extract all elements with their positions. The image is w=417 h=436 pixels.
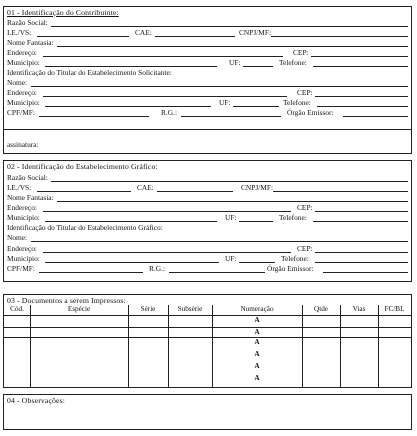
subtitle-titular-grafico: Identificação do Titular do Estabelecimento Gráfico: [7, 223, 163, 232]
field-rg[interactable] [181, 116, 281, 117]
field-uf[interactable] [243, 66, 273, 67]
section-title-documentos: 03 - Documentos a serem Impressos: [7, 296, 126, 305]
label-rg: R.G.: [161, 108, 178, 117]
col-header-vias: Vias [352, 305, 366, 313]
field-cpf[interactable] [39, 116, 149, 117]
field-cae-grafico[interactable] [157, 191, 233, 192]
field-nome-fantasia[interactable] [57, 46, 408, 47]
col-divider [128, 305, 129, 387]
col-divider [378, 305, 379, 387]
field-cep-titular[interactable] [315, 96, 408, 97]
field-ie[interactable] [37, 36, 129, 37]
label-ie: I.E./VS: [7, 28, 32, 37]
col-header-serie: Série [140, 305, 156, 313]
field-cep-titular-grafico[interactable] [315, 252, 408, 253]
label-nome-grafico: Nome: [7, 233, 28, 242]
field-telefone[interactable] [313, 66, 408, 67]
field-nome-fantasia-grafico[interactable] [57, 201, 408, 202]
col-divider [30, 305, 31, 387]
section-contribuinte [3, 6, 412, 154]
numeracao-a-mark: A [254, 350, 260, 358]
label-nome-fantasia-grafico: Nome Fantasia: [7, 193, 54, 202]
label-telefone: Telefone: [279, 58, 307, 67]
field-cnpj-grafico[interactable] [273, 191, 408, 192]
label-cpf-grafico: CPF/MF: [7, 264, 35, 273]
label-ie-grafico: I.E./VS: [7, 183, 32, 192]
signature-divider [4, 129, 411, 130]
label-cpf: CPF/MF: [7, 108, 35, 117]
field-municipio[interactable] [45, 66, 217, 67]
field-cae[interactable] [155, 36, 235, 37]
label-endereco-titular-grafico: Endereço: [7, 244, 37, 253]
label-cep-titular-grafico: CEP: [297, 244, 313, 253]
col-header-cod: Cód. [10, 305, 24, 313]
label-razao-social-grafico: Razão Social: [7, 173, 48, 182]
field-telefone-grafico[interactable] [313, 221, 408, 222]
col-divider [212, 305, 213, 387]
label-orgao-emissor: Órgão Emissor: [287, 108, 334, 117]
label-nome-fantasia: Nome Fantasia: [7, 38, 54, 47]
label-nome: Nome: [7, 78, 28, 87]
section-title-contribuinte: 01 - Identificação do Contribuinte: [7, 8, 119, 17]
numeracao-a-mark: A [254, 316, 260, 324]
field-razao-social-grafico[interactable] [51, 181, 408, 182]
section-documentos [3, 294, 412, 388]
field-uf-titular-grafico[interactable] [239, 262, 275, 263]
label-cep-grafico: CEP: [297, 203, 313, 212]
section-observacoes[interactable] [3, 394, 412, 430]
field-endereco[interactable] [43, 56, 283, 57]
label-municipio-titular: Município: [7, 98, 40, 107]
label-municipio: Município: [7, 58, 40, 67]
label-rg-grafico: R.G.: [149, 264, 166, 273]
label-telefone-grafico: Telefone: [279, 213, 307, 222]
field-endereco-titular-grafico[interactable] [43, 252, 291, 253]
field-cnpj[interactable] [271, 36, 408, 37]
section-estabelecimento-grafico [3, 160, 412, 282]
label-cae-grafico: CAE: [137, 183, 154, 192]
numeracao-a-mark: A [254, 328, 260, 336]
label-cnpj-grafico: CNPJ/MF: [241, 183, 274, 192]
col-header-qtde: Qtde [314, 305, 328, 313]
col-divider [340, 305, 341, 387]
label-telefone-titular: Telefone: [283, 98, 311, 107]
label-endereco: Endereço: [7, 48, 37, 57]
label-cep: CEP: [293, 48, 309, 57]
field-ie-grafico[interactable] [37, 191, 131, 192]
section-title-observacoes: 04 - Observações: [7, 396, 65, 405]
label-uf-grafico: UF: [225, 213, 237, 222]
field-municipio-titular[interactable] [45, 106, 211, 107]
field-endereco-grafico[interactable] [43, 211, 291, 212]
section-title-grafico: 02 - Identificação do Estabelecimento Gráfico: [7, 162, 158, 171]
field-telefone-titular-grafico[interactable] [315, 262, 408, 263]
field-razao-social[interactable] [51, 26, 408, 27]
label-municipio-titular-grafico: Município: [7, 254, 40, 263]
numeracao-a-mark: A [254, 374, 260, 382]
col-header-subserie: Subsérie [177, 305, 203, 313]
numeracao-a-mark: A [254, 338, 260, 346]
field-orgao-emissor[interactable] [343, 116, 408, 117]
label-cep-titular: CEP: [297, 88, 313, 97]
field-orgao-emissor-grafico[interactable] [323, 272, 408, 273]
col-header-numeracao: Numeração [240, 305, 274, 313]
label-telefone-titular-grafico: Telefone: [281, 254, 309, 263]
label-uf: UF: [229, 58, 241, 67]
table-row [4, 315, 411, 316]
field-cpf-grafico[interactable] [39, 272, 143, 273]
table-row [4, 337, 411, 338]
label-razao-social: Razão Social: [7, 18, 48, 27]
field-municipio-titular-grafico[interactable] [45, 262, 219, 263]
label-uf-titular: UF: [219, 98, 231, 107]
col-header-fcbl: FC/BL [384, 305, 405, 313]
field-telefone-titular[interactable] [317, 106, 408, 107]
field-municipio-grafico[interactable] [45, 221, 217, 222]
label-municipio-grafico: Município: [7, 213, 40, 222]
field-cep[interactable] [311, 56, 408, 57]
table-row [4, 327, 411, 328]
field-nome[interactable] [31, 86, 408, 87]
field-rg-grafico[interactable] [169, 272, 265, 273]
label-cnpj: CNPJ/MF: [239, 28, 272, 37]
label-endereco-titular: Endereço: [7, 88, 37, 97]
numeracao-a-mark: A [254, 362, 260, 370]
field-cep-grafico[interactable] [315, 211, 408, 212]
label-uf-titular-grafico: UF: [225, 254, 237, 263]
col-divider [302, 305, 303, 387]
field-endereco-titular[interactable] [43, 96, 287, 97]
label-orgao-emissor-grafico: Órgão Emissor: [267, 264, 314, 273]
documents-table [4, 305, 411, 387]
label-endereco-grafico: Endereço: [7, 203, 37, 212]
field-nome-grafico[interactable] [31, 241, 408, 242]
col-header-especie: Espécie [67, 305, 91, 313]
field-uf-titular[interactable] [233, 106, 279, 107]
field-uf-grafico[interactable] [239, 221, 273, 222]
subtitle-titular-solicitante: Identificação do Titular do Estabelecimento Solicitante: [7, 68, 172, 77]
label-assinatura: assinatura: [7, 140, 39, 149]
label-cae: CAE: [135, 28, 152, 37]
col-divider [168, 305, 169, 387]
